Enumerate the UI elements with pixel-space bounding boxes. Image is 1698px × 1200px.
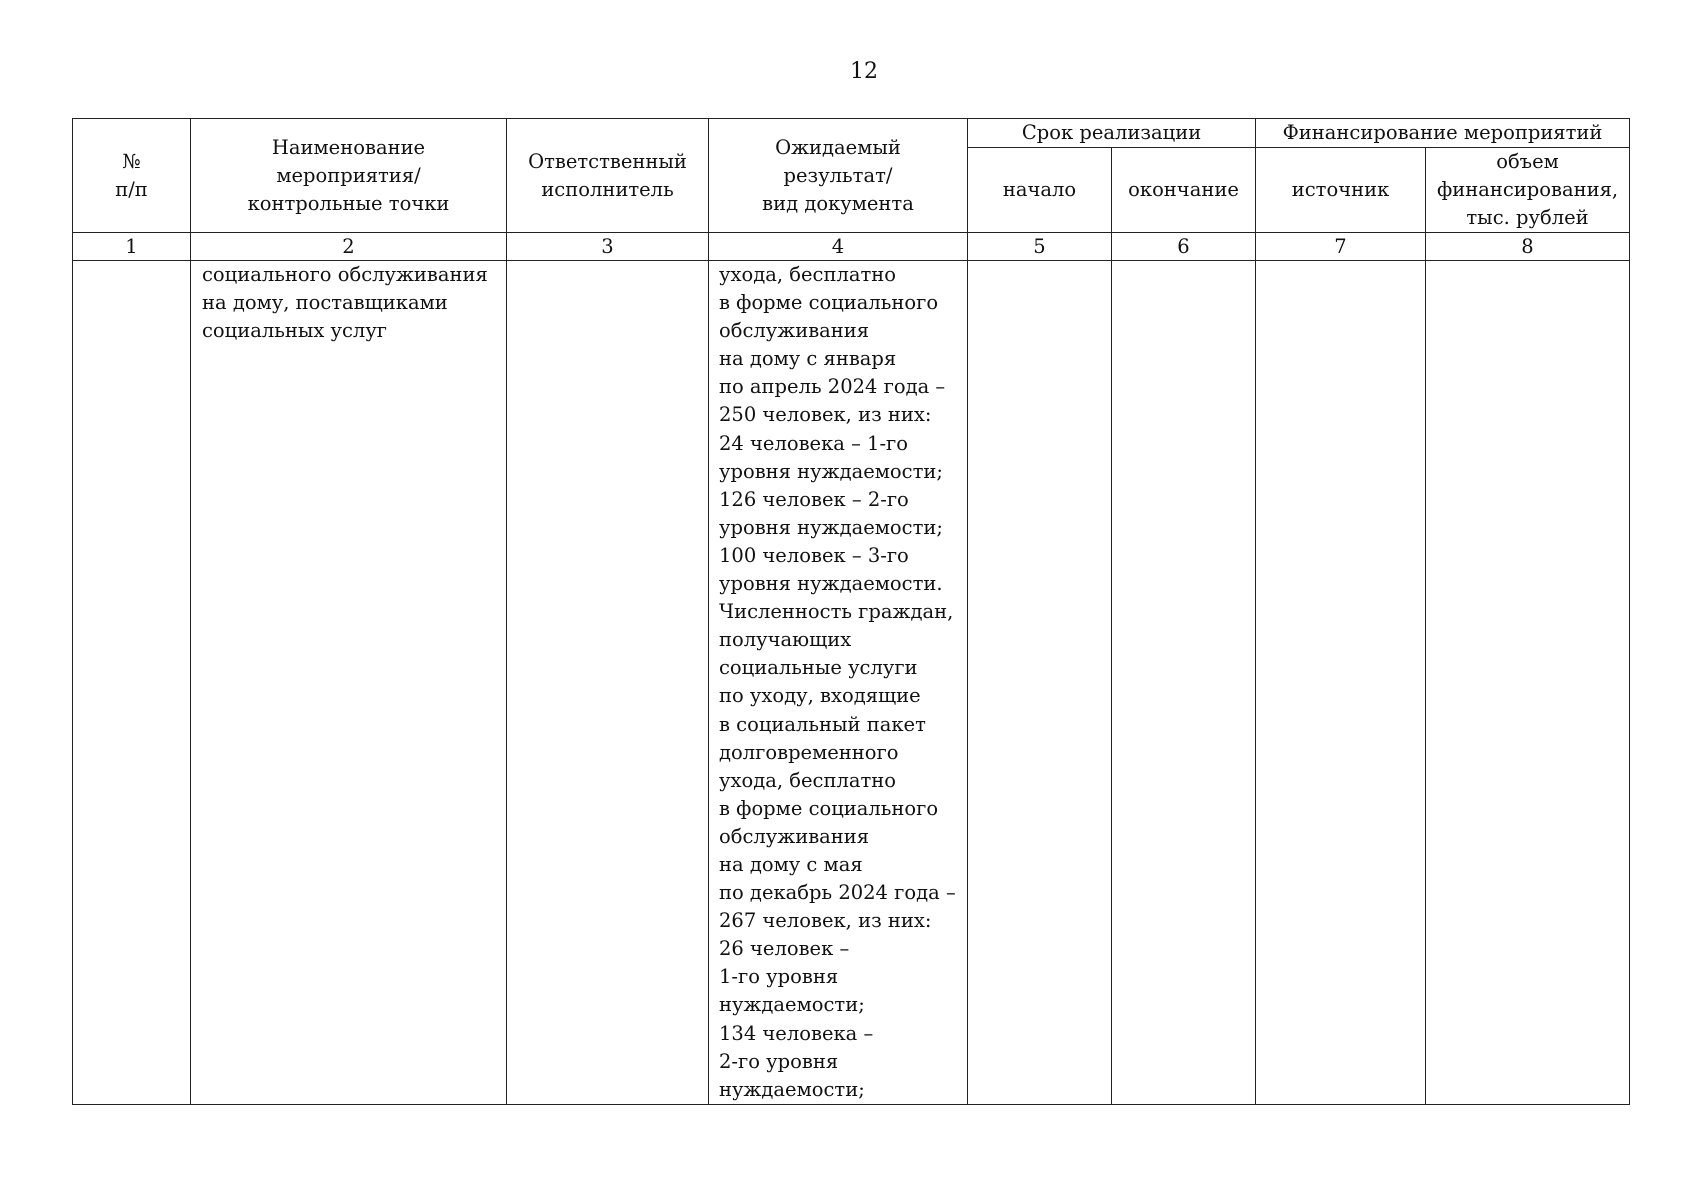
header-activity-name — [191, 119, 507, 233]
cell-responsible — [507, 261, 709, 1105]
text-line: долговременного — [719, 740, 899, 764]
column-number-cell: 4 — [709, 233, 968, 261]
column-number-cell: 1 — [73, 233, 191, 261]
text-line: по апрель 2024 года – — [719, 375, 946, 399]
text-line: по декабрь 2024 года – — [719, 881, 956, 905]
text-line: 267 человек, из них: — [719, 909, 932, 933]
header-number — [73, 119, 191, 233]
text-line: социальные услуги — [719, 656, 918, 680]
action-plan-table — [72, 118, 1630, 1105]
text-line: ухода, бесплатно — [719, 768, 896, 792]
column-number-cell: 7 — [1256, 233, 1426, 261]
cell-number — [73, 261, 191, 1105]
text-line: в социальный пакет — [719, 712, 926, 736]
text-line: социальных услуг — [202, 319, 388, 343]
header-volume — [1426, 148, 1630, 233]
text-line: 100 человек – 3-го — [719, 543, 909, 567]
header-volume-label: объем финансирования, тыс. рублей — [1436, 150, 1619, 229]
cell-source — [1256, 261, 1426, 1105]
header-responsible-label: Ответственный исполнитель — [528, 149, 687, 201]
text-line: Численность граждан, — [719, 600, 954, 624]
text-line: нуждаемости; — [719, 993, 865, 1017]
header-source: источник — [1256, 148, 1426, 233]
column-number-row — [73, 233, 1630, 261]
text-line: 250 человек, из них: — [719, 403, 932, 427]
text-line: 2-го уровня — [719, 1049, 839, 1073]
column-number-cell: 2 — [191, 233, 507, 261]
column-number-cell: 6 — [1112, 233, 1256, 261]
text-line: обслуживания — [719, 824, 870, 848]
text-line: 126 человек – 2-го — [719, 487, 909, 511]
text-line: на дому с мая — [719, 852, 863, 876]
text-line: на дому, поставщиками — [202, 291, 448, 315]
text-line: нуждаемости; — [719, 1077, 865, 1101]
cell-expected-result — [709, 261, 968, 1105]
page-number: 12 — [850, 59, 878, 84]
text-line: на дому с января — [719, 347, 897, 371]
text-line: 24 человека – 1-го — [719, 431, 909, 455]
text-line: в форме социального — [719, 796, 939, 820]
text-line: 26 человек – — [719, 937, 850, 961]
text-line: 134 человека – — [719, 1021, 874, 1045]
cell-end — [1112, 261, 1256, 1105]
text-line: социального обслуживания — [202, 263, 488, 286]
text-line: получающих — [719, 628, 852, 652]
header-responsible — [507, 119, 709, 233]
column-number-cell: 3 — [507, 233, 709, 261]
table-row — [73, 261, 1630, 1105]
text-line: уровня нуждаемости. — [719, 572, 943, 596]
column-number-cell: 5 — [968, 233, 1112, 261]
text-line: уровня нуждаемости; — [719, 459, 943, 483]
header-finance-group: Финансирование мероприятий — [1256, 119, 1630, 148]
cell-activity-name — [191, 261, 507, 1105]
text-line: в форме социального — [719, 291, 939, 315]
text-line: обслуживания — [719, 319, 870, 343]
text-line: уровня нуждаемости; — [719, 515, 943, 539]
header-activity-name-label: Наименование мероприятия/ контрольные точки — [247, 135, 450, 215]
header-term-group: Срок реализации — [968, 119, 1256, 148]
text-line: по уходу, входящие — [719, 684, 921, 708]
text-line: 1-го уровня — [719, 965, 839, 989]
header-number-label: № п/п — [115, 149, 148, 201]
column-number-cell: 8 — [1426, 233, 1630, 261]
text-line: ухода, бесплатно — [719, 263, 896, 286]
header-start: начало — [968, 148, 1112, 233]
header-expected-result — [709, 119, 968, 233]
cell-volume — [1426, 261, 1630, 1105]
header-end: окончание — [1112, 148, 1256, 233]
cell-start — [968, 261, 1112, 1105]
header-expected-result-label: Ожидаемый результат/ вид документа — [762, 135, 914, 215]
